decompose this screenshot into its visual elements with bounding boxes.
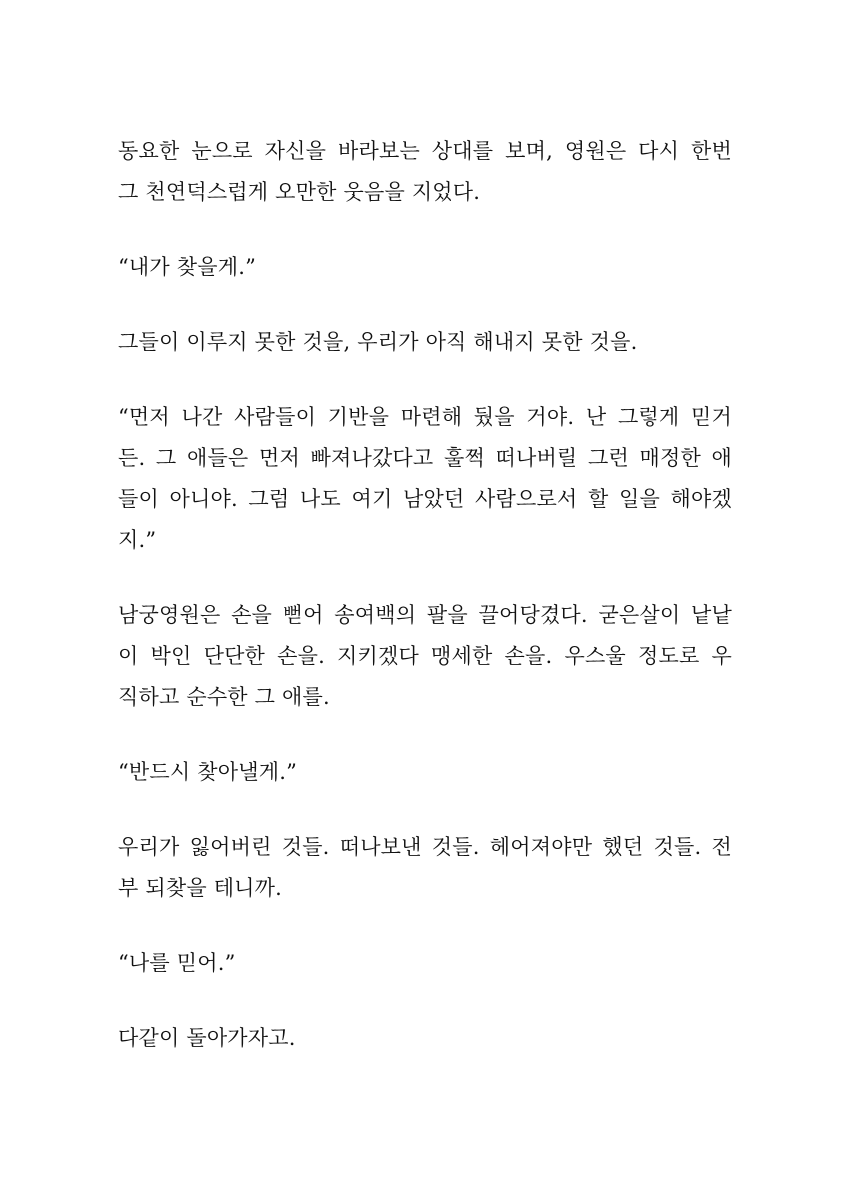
paragraph-dialogue bbox=[118, 247, 732, 288]
text-line: 든. 그 애들은 먼저 빠져나갔다고 훌쩍 떠나버릴 그런 매정한 애 bbox=[118, 446, 732, 470]
text-line: “반드시 찾아낼게.” bbox=[118, 760, 298, 784]
text-line: “먼저 나간 사람들이 기반을 마련해 뒀을 거야. 난 그렇게 믿거 bbox=[118, 405, 732, 429]
paragraph bbox=[118, 595, 732, 718]
text-line: 들이 아니야. 그럼 나도 여기 남았던 사람으로서 할 일을 해야겠 bbox=[118, 487, 732, 511]
paragraph bbox=[118, 131, 732, 213]
text-line: 지.” bbox=[118, 528, 157, 552]
text-line: 이 박인 단단한 손을. 지키겠다 맹세한 손을. 우스울 정도로 우 bbox=[118, 644, 732, 668]
text-line: “내가 찾을게.” bbox=[118, 255, 257, 279]
body-text bbox=[118, 131, 732, 1059]
text-line: 그 천연덕스럽게 오만한 웃음을 지었다. bbox=[118, 180, 481, 204]
text-line: 직하고 순수한 그 애를. bbox=[118, 685, 330, 709]
text-line: 다같이 돌아가자고. bbox=[118, 1026, 296, 1050]
text-line: 부 되찾을 테니까. bbox=[118, 876, 283, 900]
text-line: “나를 믿어.” bbox=[118, 951, 236, 975]
paragraph-dialogue bbox=[118, 752, 732, 793]
paragraph bbox=[118, 1018, 732, 1059]
paragraph bbox=[118, 322, 732, 363]
paragraph-dialogue bbox=[118, 397, 732, 561]
text-line: 동요한 눈으로 자신을 바라보는 상대를 보며, 영원은 다시 한번 bbox=[118, 139, 732, 163]
text-line: 그들이 이루지 못한 것을, 우리가 아직 해내지 못한 것을. bbox=[118, 330, 638, 354]
paragraph-dialogue bbox=[118, 943, 732, 984]
text-line: 우리가 잃어버린 것들. 떠나보낸 것들. 헤어져야만 했던 것들. 전 bbox=[118, 835, 732, 859]
text-line: 남궁영원은 손을 뻗어 송여백의 팔을 끌어당겼다. 굳은살이 낱낱 bbox=[118, 603, 732, 627]
paragraph bbox=[118, 827, 732, 909]
